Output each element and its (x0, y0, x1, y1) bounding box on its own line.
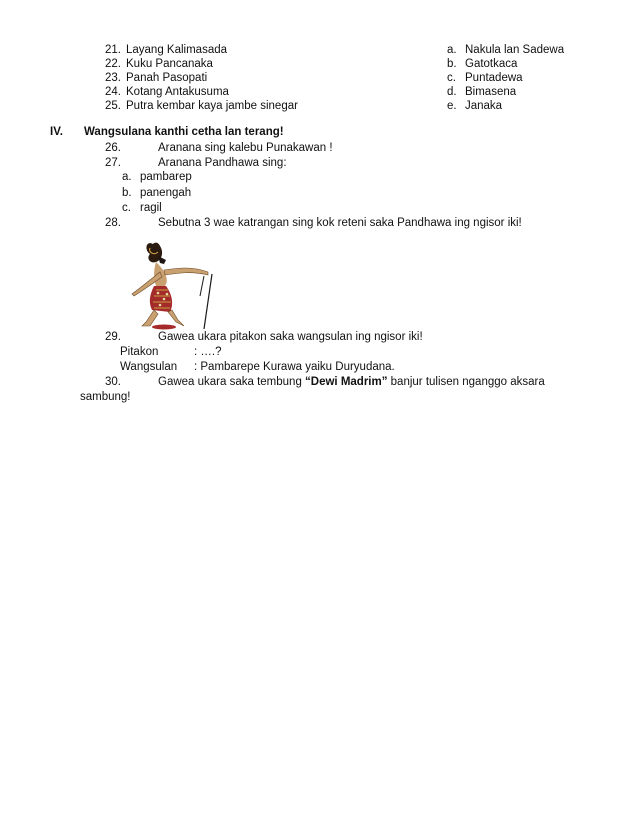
item-text: Putra kembar kaya jambe sinegar (126, 100, 298, 112)
wayang-puppet-icon (120, 236, 225, 331)
question-number: 27. (105, 157, 121, 169)
item-number: 23. (105, 72, 121, 84)
item-number: 22. (105, 58, 121, 70)
item-text: Layang Kalimasada (126, 44, 228, 56)
question-text-continuation: sambung! (80, 391, 131, 403)
question-number: 29. (105, 331, 121, 343)
question-text: Aranana Pandhawa sing: (158, 157, 287, 169)
item-text: Kotang Antakusuma (126, 86, 229, 98)
wangsulan-value: : Pambarepe Kurawa yaiku Duryudana. (194, 361, 395, 373)
option-letter: d. (447, 86, 457, 98)
item-text: Kuku Pancanaka (126, 58, 213, 70)
question-text-part: banjur tulisen nganggo aksara (387, 376, 545, 388)
option-text: Nakula lan Sadewa (465, 44, 565, 56)
option-text: pambarep (140, 171, 192, 183)
question-text: Gawea ukara pitakon saka wangsulan ing ngisor iki! (158, 331, 423, 343)
question-number: 26. (105, 142, 121, 154)
pitakon-label: Pitakon (120, 346, 159, 358)
question-text-part: Gawea ukara saka tembung (158, 376, 306, 388)
section-heading: Wangsulana kanthi cetha lan terang! (84, 126, 284, 138)
item-number: 21. (105, 44, 121, 56)
option-text: Gatotkaca (465, 58, 518, 70)
option-letter: e. (447, 100, 457, 112)
question-text: Sebutna 3 wae katrangan sing kok reteni saka Pandhawa ing ngisor iki! (158, 217, 522, 229)
section-numeral: IV. (50, 126, 64, 138)
wayang-puppet-image (120, 236, 225, 331)
option-text: Bimasena (465, 86, 517, 98)
question-text: Aranana sing kalebu Punakawan ! (158, 142, 333, 154)
option-letter: b. (447, 58, 457, 70)
question-number: 28. (105, 217, 121, 229)
option-text: Janaka (465, 100, 503, 112)
item-number: 24. (105, 86, 121, 98)
option-letter: a. (122, 171, 132, 183)
option-text: Puntadewa (465, 72, 523, 84)
option-text: ragil (140, 202, 162, 214)
option-letter: c. (122, 202, 131, 214)
option-letter: c. (447, 72, 456, 84)
highlighted-word: “Dewi Madrim” (305, 376, 388, 388)
option-text: panengah (140, 187, 192, 199)
wangsulan-label: Wangsulan (120, 361, 178, 373)
option-letter: b. (122, 187, 132, 199)
item-text: Panah Pasopati (126, 72, 208, 84)
item-number: 25. (105, 100, 121, 112)
option-letter: a. (447, 44, 457, 56)
question-number: 30. (105, 376, 121, 388)
pitakon-value: : ….? (194, 346, 222, 358)
question-text (158, 375, 545, 389)
